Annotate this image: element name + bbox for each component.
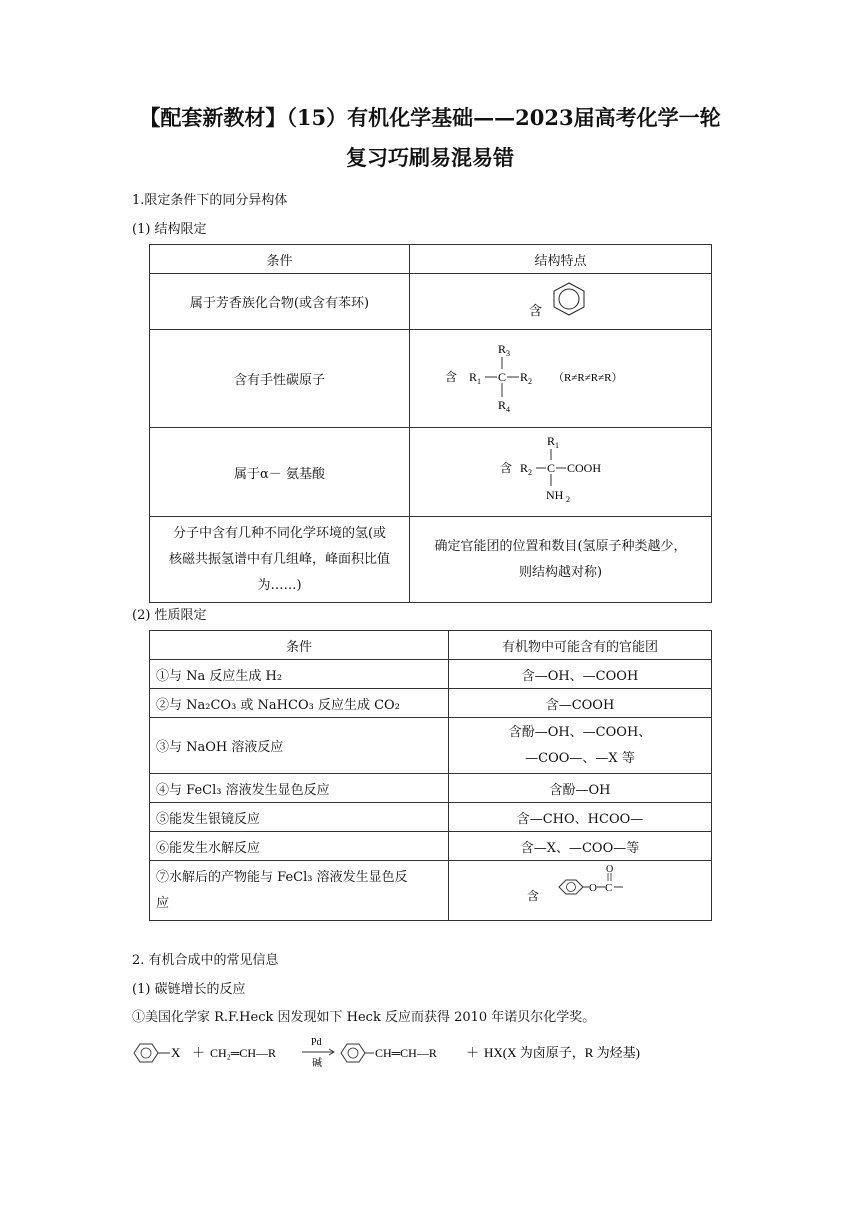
svg-text:R: R xyxy=(519,369,528,384)
svg-text:O: O xyxy=(606,863,614,875)
svg-text:（R≠R≠R≠R）: （R≠R≠R≠R） xyxy=(552,371,622,384)
title-line-2: 复习巧刷易混易错 xyxy=(346,145,514,170)
table2-row-condition: ②与 Na₂CO₃ 或 NaHCO₃ 反应生成 CO₂ xyxy=(150,689,449,718)
svg-text:C: C xyxy=(497,369,506,384)
table2-row-groups: 含—CHO、HCOO— xyxy=(449,803,712,832)
page-title xyxy=(60,98,800,178)
table2-row-groups: 含酚—OH、—COOH、 —COO—、—X 等 xyxy=(449,718,712,774)
svg-text:CH₂═CH—R: CH₂═CH—R xyxy=(210,1046,277,1060)
contains-label: 含 xyxy=(528,302,542,318)
chiral-carbon-structure xyxy=(441,337,681,417)
table1-cell-amino-structure xyxy=(410,428,712,517)
table2-header-groups: 有机物中可能含有的官能团 xyxy=(449,631,712,660)
table1-cell-amino-acid: 属于α－ 氨基酸 xyxy=(150,428,410,517)
table1-cell-chiral: 含有手性碳原子 xyxy=(150,330,410,428)
table2-row-ester-structure xyxy=(449,861,712,921)
table1-cell-chiral-structure xyxy=(410,330,712,428)
section-1-2-heading: (2) 性质限定 xyxy=(132,608,207,623)
section-2-1-heading: (1) 碳链增长的反应 xyxy=(132,982,246,997)
svg-text:R: R xyxy=(546,434,555,448)
property-constraint-table xyxy=(149,630,712,921)
svg-text:4: 4 xyxy=(505,404,510,414)
svg-text:R: R xyxy=(497,341,506,356)
svg-text:含: 含 xyxy=(527,888,540,903)
table2-row-groups: 含—OH、—COOH xyxy=(449,660,712,689)
svg-text:含: 含 xyxy=(499,461,512,475)
benzene-ring-structure xyxy=(521,275,601,325)
svg-text:碱: 碱 xyxy=(312,1058,322,1069)
heck-reaction-equation xyxy=(130,1030,690,1076)
svg-text:2: 2 xyxy=(565,495,570,504)
section-2-heading: 2. 有机合成中的常见信息 xyxy=(132,953,279,968)
svg-text:HX(X 为卤原子，R 为烃基): HX(X 为卤原子，R 为烃基) xyxy=(484,1045,640,1060)
table1-header-feature: 结构特点 xyxy=(410,245,712,274)
table1-cell-symmetry: 确定官能团的位置和数目(氢原子种类越少， 则结构越对称) xyxy=(410,517,712,603)
svg-text:R: R xyxy=(519,461,528,475)
svg-text:Pd: Pd xyxy=(311,1037,322,1048)
table1-cell-hydrogen-env: 分子中含有几种不同化学环境的氢(或 核磁共振氢谱中有几组峰，峰面积比值 为……) xyxy=(150,517,410,603)
table2-row-groups: 含—X、—COO—等 xyxy=(449,832,712,861)
section-1-1-heading: (1) 结构限定 xyxy=(132,222,207,237)
table2-row-groups: 含—COOH xyxy=(449,689,712,718)
svg-text:NH: NH xyxy=(545,488,563,502)
table2-row-condition: ③与 NaOH 溶液反应 xyxy=(150,718,449,774)
svg-text:R: R xyxy=(468,369,477,384)
svg-text:C: C xyxy=(605,881,613,894)
svg-text:X: X xyxy=(171,1045,181,1060)
svg-text:1: 1 xyxy=(476,376,481,386)
amino-acid-structure xyxy=(496,430,626,510)
svg-text:C: C xyxy=(546,461,555,475)
section-1-heading: 1.限定条件下的同分异构体 xyxy=(132,193,288,208)
table1-cell-aromatic: 属于芳香族化合物(或含有苯环) xyxy=(150,274,410,330)
table2-header-condition: 条件 xyxy=(150,631,449,660)
table2-row-condition: ④与 FeCl₃ 溶液发生显色反应 xyxy=(150,774,449,803)
svg-text:O: O xyxy=(589,881,597,894)
table1-cell-benzene xyxy=(410,274,712,330)
structure-constraint-table xyxy=(149,244,712,603)
svg-text:COOH: COOH xyxy=(566,461,601,475)
svg-text:R: R xyxy=(497,397,506,412)
table2-row-condition: ⑤能发生银镜反应 xyxy=(150,803,449,832)
table2-row-condition: ⑦水解后的产物能与 FeCl₃ 溶液发生显色反 应 xyxy=(150,861,449,921)
table2-row-condition: ⑥能发生水解反应 xyxy=(150,832,449,861)
svg-text:2: 2 xyxy=(527,468,532,477)
title-line-1: 【配套新教材】（15）有机化学基础——2023届高考化学一轮 xyxy=(139,105,721,130)
table2-row-groups: 含酚—OH xyxy=(449,774,712,803)
svg-text:2: 2 xyxy=(527,376,532,386)
svg-text:CH═CH—R: CH═CH—R xyxy=(375,1046,437,1060)
heck-intro-text: ①美国化学家 R.F.Heck 因发现如下 Heck 反应而获得 2010 年诺贝尔化学奖。 xyxy=(132,1010,596,1025)
svg-text:＋: ＋ xyxy=(192,1045,206,1060)
phenyl-ester-structure xyxy=(525,864,635,914)
svg-text:3: 3 xyxy=(505,348,510,358)
table2-row-condition: ①与 Na 反应生成 H₂ xyxy=(150,660,449,689)
svg-text:＋: ＋ xyxy=(466,1045,480,1060)
svg-text:含: 含 xyxy=(444,369,457,384)
table1-header-condition: 条件 xyxy=(150,245,410,274)
svg-text:1: 1 xyxy=(554,441,559,450)
